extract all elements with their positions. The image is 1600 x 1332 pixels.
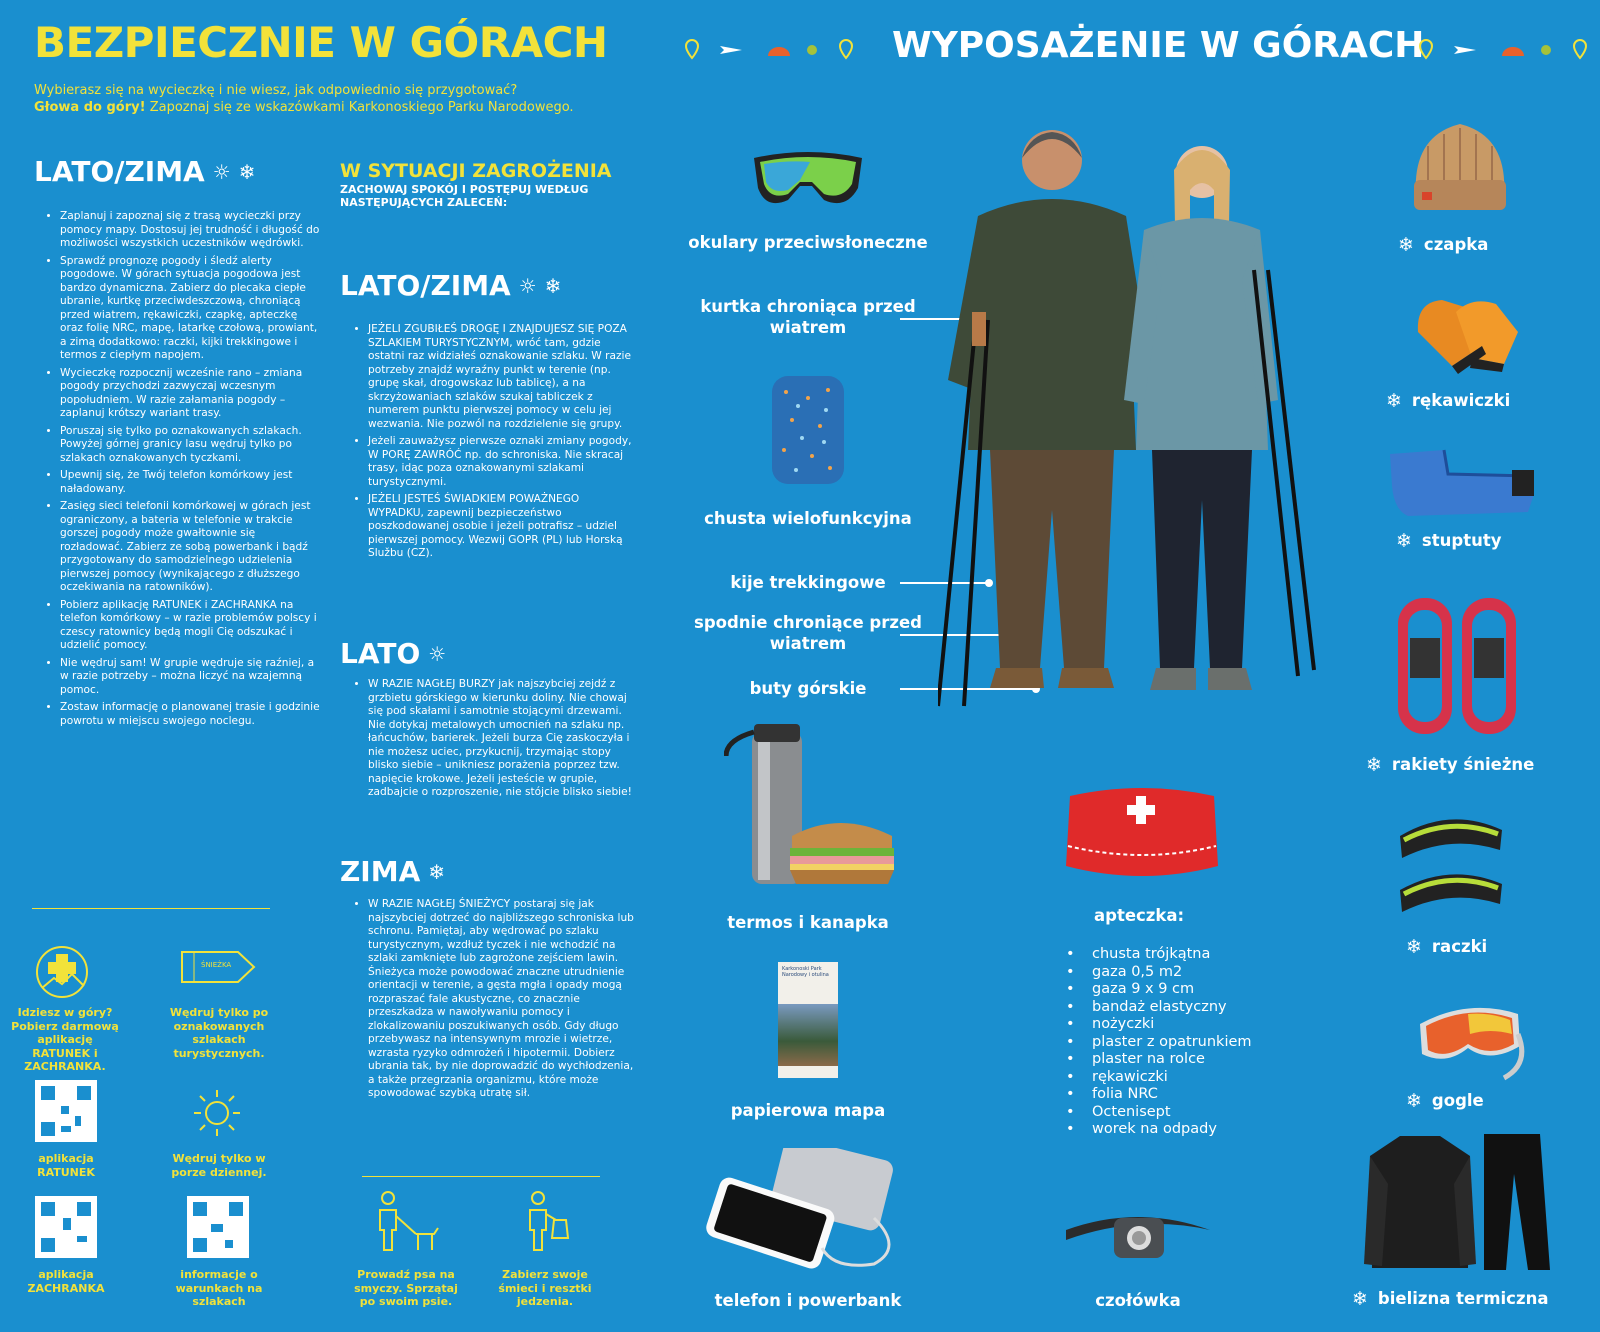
divider <box>362 1176 600 1177</box>
snowflake-icon: ❄ <box>1398 234 1414 256</box>
trash-bag-person-icon <box>522 1190 572 1254</box>
sun-icon <box>192 1088 242 1138</box>
first-aid-heading: apteczka: <box>1094 906 1185 925</box>
equipment-title: WYPOSAŻENIE W GÓRACH <box>892 25 1425 66</box>
list-item: • Sprawdź prognozę pogody i śledź alerty pogodowe. W górach sytuacja pogodowa jest bardzo dynamiczna. Zabierz do plecaka ciepłe ubranie, kurtkę przeciwdeszczową, chroniącą przed wiatrem, rękawiczki, czapkę, apteczkę oraz folię NRC, mapę, latarkę czołową, prowiant, a zimą dodatkowo: raczki, kijki trekkingowe i termos z ciepłym napojem. <box>60 255 320 363</box>
col1-heading-text: LATO/ZIMA <box>34 155 205 188</box>
snowflake-icon: ❄ <box>1386 390 1402 412</box>
label-poles: kije trekkingowe <box>730 573 886 592</box>
label-snowshoes-row <box>1366 756 1534 775</box>
sign-text: ŚNIEŻKA <box>201 961 232 969</box>
decorative-markers-right <box>1418 36 1594 64</box>
thermal-underwear-image <box>1364 1134 1554 1274</box>
label-goggles: gogle <box>1431 1091 1484 1111</box>
col2-lz-heading-text: LATO/ZIMA <box>340 269 511 302</box>
qr1-caption: aplikacja RATUNEK <box>37 1152 95 1179</box>
list-item: • W RAZIE NAGŁEJ ŚNIEŻYCY postaraj się jak najszybciej dotrzeć do najbliższego schroniska lub schronu. Pamiętaj, aby wędrować po szlaku turystycznym, wzdłuż tyczek i nie wchodzić na szlaki zamknięte lub zagrożone zejściem lawin. Śnieżyca może powodować znaczne utrudnienie orientacji w terenie, a gęsta mgła i opady mogą rozpraszać fale akustyczne, co znacznie przeszkadza w nawoływaniu pomocy i zlokalizowaniu poszukiwanych osób. Gdy długo przebywasz na intensywnym mrozie i wietrze, wzrasta ryzyko odmrożeń i hipotermii. Dobierz ubrania tak, by nie doprowadzić do wychłodzenia, a także przegrzania organizmu, które może spowodować szybką utratę sił. <box>368 898 638 1101</box>
label-gloves: rękawiczki <box>1411 391 1511 411</box>
map-cover-title: Karkonoski Park Narodowy i otulina <box>782 966 829 978</box>
label-thermal: bielizna termiczna <box>1377 1289 1549 1309</box>
label-gloves-row <box>1386 392 1510 411</box>
hat-image <box>1408 116 1512 216</box>
trail-caption: Wędruj tylko po oznakowanych szlakach turystycznych. <box>169 1006 269 1060</box>
snowflake-icon: ❄ <box>1406 936 1422 958</box>
col2-lz-list <box>342 323 638 565</box>
col1-list <box>34 210 320 732</box>
goggles-image <box>1410 994 1530 1082</box>
dog-walker-icon <box>372 1190 444 1254</box>
snowflake-icon: ❄ <box>1406 1090 1422 1112</box>
emergency-heading: W SYTUACJI ZAGROŻENIA <box>340 160 612 182</box>
emergency-subheading: ZACHOWAJ SPOKÓJ I POSTĘPUJ WEDŁUG NASTĘPUJĄCYCH ZALECEŃ: <box>340 183 589 209</box>
col2-lato-heading <box>340 637 447 670</box>
app-caption: Idziesz w góry? Pobierz darmową aplikację RATUNEK i ZACHRANKA. <box>11 1006 119 1073</box>
list-item: • gaza 0,5 m2 <box>1066 964 1306 982</box>
dog-caption: Prowadź psa na smyczy. Sprzątaj po swoim psie. <box>354 1268 458 1308</box>
label-thermos: termos i kanapka <box>727 913 889 932</box>
list-item: • Jeżeli zauważysz pierwsze oznaki zmiany pogody, W PORĘ ZAWRÓĆ np. do schroniska. Nie skracaj trasy, idąc poza oznakowanymi szlakami turystycznymi. <box>368 435 638 489</box>
first-aid-kit-image <box>1060 786 1224 882</box>
decorative-markers-left <box>684 36 860 64</box>
snowflake-icon: ❄ <box>1352 1288 1368 1310</box>
intro-text <box>34 82 654 116</box>
list-item: • JEŻELI ZGUBIŁEŚ DROGĘ I ZNAJDUJESZ SIĘ POZA SZLAKIEM TURYSTYCZNYM, wróć tam, gdzie ostatni raz widziałeś oznakowanie szlaku. W razie potrzeby znajdź wyraźny punkt w terenie (np. grupę skał, drogowskaz lub tablicę), a na skrzyżowaniach szlaków szukaj tabliczek z numerem punktu pierwszej pomocy w celu jej wezwania. Nie pozwól na rozdzielenie się grupy. <box>368 323 638 431</box>
paper-map-image <box>778 962 838 1078</box>
label-jacket: kurtka chroniąca przed wiatrem <box>700 297 916 337</box>
crampons-image <box>1394 806 1508 916</box>
col2-lato-heading-text: LATO <box>340 637 421 670</box>
label-phone: telefon i powerbank <box>714 1291 902 1310</box>
gloves-image <box>1412 292 1522 376</box>
qr3-caption: informacje o warunkach na szlakach <box>175 1268 263 1308</box>
snowshoes-image <box>1394 594 1524 738</box>
list-item: • plaster z opatrunkiem <box>1066 1034 1306 1052</box>
sun-icon: ☼ <box>212 160 231 184</box>
label-gaiters-row <box>1396 532 1501 551</box>
first-aid-app-icon <box>34 944 90 1000</box>
intro-rest: Zapoznaj się ze wskazówkami Karkonoskiego Parku Narodowego. <box>145 100 574 115</box>
list-item: • nożyczki <box>1066 1016 1306 1034</box>
label-map: papierowa mapa <box>730 1101 886 1120</box>
label-hat-row <box>1398 236 1488 255</box>
label-headlamp: czołówka <box>1095 1291 1181 1310</box>
list-item: • gaza 9 x 9 cm <box>1066 981 1306 999</box>
phone-powerbank-image <box>704 1148 904 1270</box>
snowflake-icon: ❄ <box>1366 754 1382 776</box>
list-item: • JEŻELI JESTEŚ ŚWIADKIEM POWAŻNEGO WYPADKU, zapewnij bezpieczeństwo poszkodowanej osobie i jeżeli potrafisz – udziel pierwszej pomocy. Wezwij GOPR (PL) lub Horską Službu (CZ). <box>368 493 638 561</box>
snowflake-icon: ❄ <box>238 160 256 184</box>
label-gaiters: stuptuty <box>1421 531 1502 551</box>
label-boots: buty górskie <box>749 679 867 698</box>
intro-bold: Głowa do góry! <box>34 100 146 115</box>
label-goggles-row <box>1406 1092 1484 1111</box>
list-item: • bandaż elastyczny <box>1066 999 1306 1017</box>
col2-zima-heading-text: ZIMA <box>340 855 421 888</box>
list-item: • rękawiczki <box>1066 1069 1306 1087</box>
sunglasses-image <box>750 150 866 220</box>
snowflake-icon: ❄ <box>544 274 562 298</box>
hikers-photo <box>938 120 1344 732</box>
col2-zima-heading <box>340 855 446 888</box>
list-item: • chusta trójkątna <box>1066 946 1306 964</box>
intro-line-1: Wybierasz się na wycieczkę i nie wiesz, jak odpowiednio się przygotować? <box>34 83 518 98</box>
list-item: • Nie wędruj sam! W grupie wędruje się raźniej, a w razie potrzeby – można liczyć na wzajemną pomoc. <box>60 657 320 698</box>
list-item: • folia NRC <box>1066 1086 1306 1104</box>
gaiters-image <box>1388 446 1540 522</box>
intro-line-2 <box>34 99 654 116</box>
col2-lato-list <box>342 678 638 804</box>
qr-code-zachranka <box>35 1196 97 1258</box>
label-snowshoes: rakiety śnieżne <box>1391 755 1535 775</box>
page-title: BEZPIECZNIE W GÓRACH <box>34 18 608 67</box>
list-item: • Octenisept <box>1066 1104 1306 1122</box>
sun-icon: ☼ <box>428 642 447 666</box>
label-trousers: spodnie chroniące przed wiatrem <box>694 613 922 653</box>
buff-image <box>768 372 848 488</box>
col1-heading <box>34 155 256 188</box>
list-item: • Wycieczkę rozpocznij wcześnie rano – zmiana pogody przychodzi zazwyczaj wczesnym popołudniem. W razie załamania pogody – zaplanuj krótszy wariant trasy. <box>60 367 320 421</box>
list-item: • Upewnij się, że Twój telefon komórkowy jest naładowany. <box>60 469 320 496</box>
qr2-caption: aplikacja ZACHRANKA <box>27 1268 105 1295</box>
col2-lz-heading <box>340 269 562 302</box>
label-thermal-row <box>1352 1290 1548 1309</box>
sun-icon: ☼ <box>518 274 537 298</box>
divider <box>32 908 270 909</box>
list-item: • worek na odpady <box>1066 1121 1306 1139</box>
label-hat: czapka <box>1423 235 1489 255</box>
list-item: • Poruszaj się tylko po oznakowanych szlakach. Powyżej górnej granicy lasu wędruj tylko po szlakach oznakowanych tyczkami. <box>60 425 320 466</box>
list-item: • W RAZIE NAGŁEJ BURZY jak najszybciej zejdź z grzbietu górskiego w kierunku doliny. Nie chowaj się pod skałami i samotnie stojącymi drzewami. Nie dotykaj metalowych umocnień na szlaku np. łańcuchów, barierek. Jeżeli burza Cię zaskoczyła i nie możesz uciec, przykucnij, trzymając stopy blisko siebie – unikniesz porażenia poprzez tzw. napięcie krokowe. Jeżeli jesteście w grupie, zadbajcie o rozproszenie, nie stójcie blisko siebie! <box>368 678 638 800</box>
list-item: • Zaplanuj i zapoznaj się z trasą wycieczki przy pomocy mapy. Dostosuj jej trudność i długość do możliwości wszystkich uczestników wędrówki. <box>60 210 320 251</box>
label-crampons-row <box>1406 938 1487 957</box>
list-item: • Zasięg sieci telefonii komórkowej w górach jest ograniczony, a bateria w telefonie w trakcie gorszej pogody może gwałtownie się rozładować. Zabierz ze sobą powerbank i bądź przygotowany do samodzielnego udzielenia pierwszej pomocy (wynikającego z dłuższego oczekiwania na ratowników). <box>60 500 320 595</box>
snowflake-icon: ❄ <box>428 860 446 884</box>
list-item: • plaster na rolce <box>1066 1051 1306 1069</box>
headlamp-image <box>1062 1200 1214 1264</box>
thermos-sandwich-image <box>724 724 900 890</box>
list-item: • Zostaw informację o planowanej trasie i godzinie powrotu w miejscu swojego noclegu. <box>60 701 320 728</box>
first-aid-list <box>1066 946 1306 1139</box>
snowflake-icon: ❄ <box>1396 530 1412 552</box>
list-item: • Pobierz aplikację RATUNEK i ZACHRANKA na telefon komórkowy – w razie problemów polscy i czescy ratownicy będą mogli Cię odszukać i udzielić pomocy. <box>60 599 320 653</box>
col2-zima-list <box>342 898 638 1105</box>
day-caption: Wędruj tylko w porze dziennej. <box>171 1152 267 1179</box>
trash-caption: Zabierz swoje śmieci i resztki jedzenia. <box>498 1268 592 1308</box>
label-buff: chusta wielofunkcyjna <box>704 509 912 528</box>
qr-code-ratunek <box>35 1080 97 1142</box>
label-crampons: raczki <box>1431 937 1488 957</box>
label-sunglasses: okulary przeciwsłoneczne <box>688 233 928 252</box>
qr-code-trail-info <box>187 1196 249 1258</box>
